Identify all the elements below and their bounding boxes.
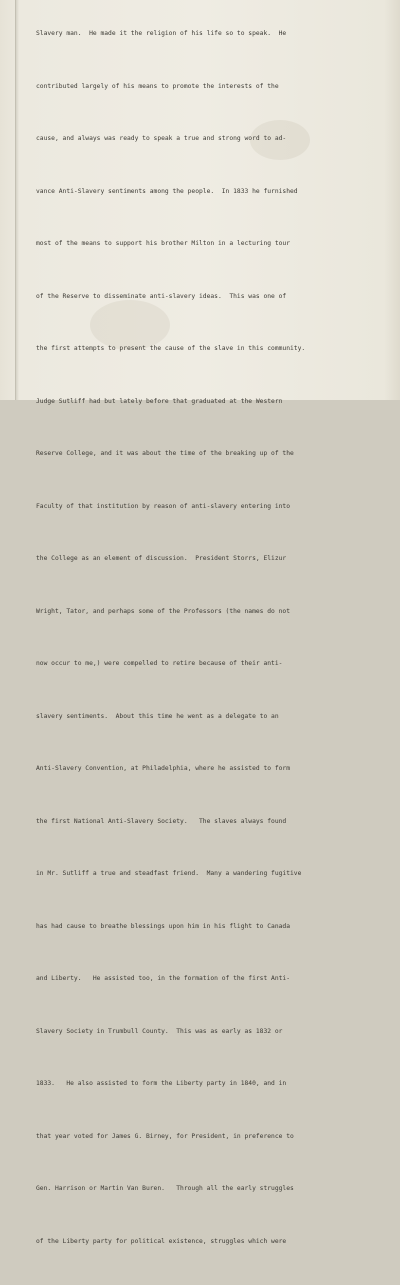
- text-line: Slavery Society in Trumbull County. This was as early as 1832 or: [36, 1027, 283, 1035]
- text-line: slavery sentiments. About this time he went as a delegate to an: [36, 712, 279, 720]
- text-line: Judge Sutliff had but lately before that graduated at the Western: [36, 397, 283, 405]
- text-line: and Liberty. He assisted too, in the formation of the first Anti-: [36, 975, 291, 982]
- text-line: the first attempts to present the cause of the slave in this community.: [36, 345, 306, 352]
- text-line: Gen. Harrison or Martin Van Buren. Through all the early struggles: [36, 1185, 294, 1192]
- text-line: vance Anti-Slavery sentiments among the people. In 1833 he furnished: [36, 187, 298, 195]
- text-line: Wright, Tator, and perhaps some of the Professors (the names do not: [36, 607, 291, 615]
- page-fold-shadow: [16, 0, 19, 400]
- typed-paragraph: [36, 0, 392, 1285]
- text-line: Reserve College, and it was about the time of the breaking up of the: [36, 450, 294, 457]
- text-line: Slavery man. He made it the religion of his life so to speak. He: [36, 30, 287, 37]
- text-line: Faculty of that institution by reason of anti-slavery entering into: [36, 502, 291, 510]
- text-line: of the Liberty party for political existence, struggles which were: [36, 1237, 287, 1245]
- text-line: the College as an element of discussion. President Storrs, Elizur: [36, 555, 287, 562]
- text-line: of the Reserve to disseminate anti-slavery ideas. This was one of: [36, 292, 287, 300]
- text-line: contributed largely of his means to promote the interests of the: [36, 82, 279, 90]
- text-line: Anti-Slavery Convention, at Philadelphia, where he assisted to form: [36, 765, 291, 772]
- text-line: cause, and always was ready to speak a true and strong word to ad-: [36, 135, 287, 142]
- text-line: that year voted for James G. Birney, for President, in preference to: [36, 1132, 294, 1140]
- text-line: the first National Anti-Slavery Society. The slaves always found: [36, 817, 287, 825]
- text-line: has had cause to breathe blessings upon him in his flight to Canada: [36, 922, 291, 930]
- text-line: in Mr. Sutliff a true and steadfast friend. Many a wandering fugitive: [36, 870, 302, 877]
- text-line: 1833. He also assisted to form the Liberty party in 1840, and in: [36, 1080, 287, 1087]
- text-line: most of the means to support his brother Milton in a lecturing tour: [36, 240, 291, 247]
- text-line: now occur to me,) were compelled to retire because of their anti-: [36, 660, 283, 667]
